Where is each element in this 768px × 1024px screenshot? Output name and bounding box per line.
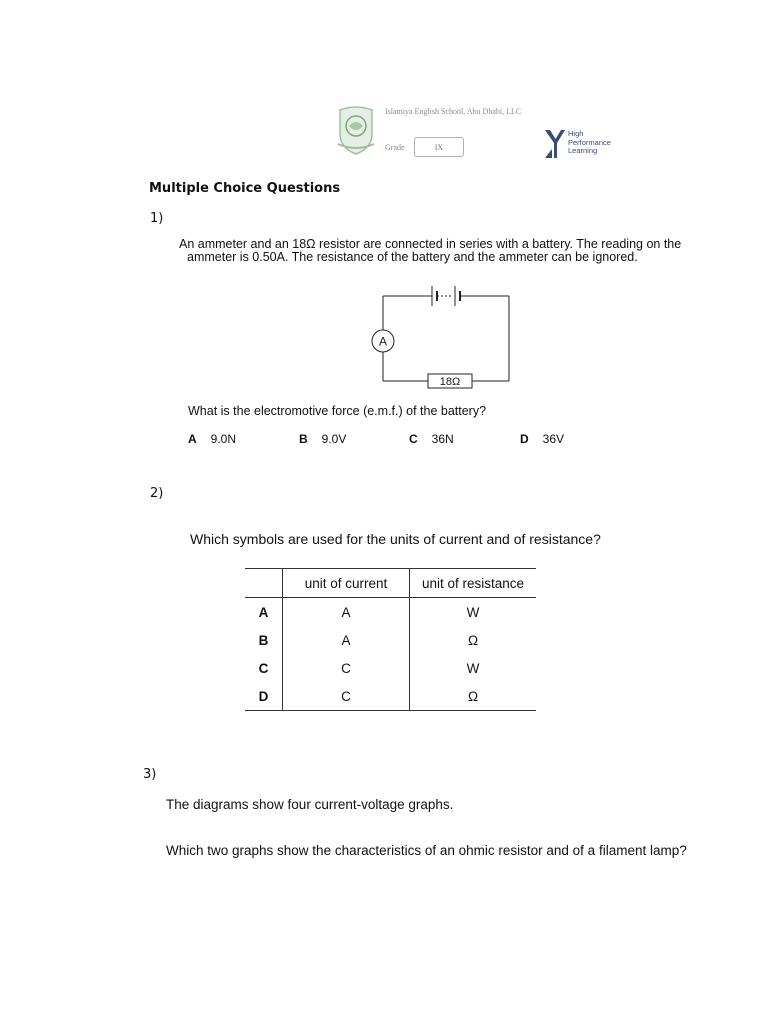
table-row[interactable]	[245, 682, 536, 711]
table-header-current: unit of current	[283, 569, 410, 598]
hpl-logo-text	[568, 130, 628, 156]
question-3-intro: The diagrams show four current-voltage graphs.	[166, 797, 454, 812]
question-1-text-line2: ammeter is 0.50A. The resistance of the battery and the ammeter can be ignored.	[187, 249, 638, 264]
table-row[interactable]	[245, 626, 536, 654]
table-row[interactable]	[245, 654, 536, 682]
option-d-value: 36V	[542, 432, 565, 446]
school-name: Islamiya English School, Abu Dhabi, LLC	[385, 107, 522, 116]
row-resistance-unit: W	[466, 660, 480, 676]
row-letter: C	[245, 654, 283, 682]
school-crest-logo	[334, 104, 378, 156]
option-c-letter: C	[409, 432, 418, 446]
battery-symbol	[432, 286, 460, 306]
option-a-letter: A	[188, 432, 197, 446]
units-table	[245, 568, 536, 711]
row-resistance-unit: Ω	[467, 632, 479, 648]
resistor-label: 18Ω	[439, 376, 461, 388]
option-a[interactable]	[188, 432, 236, 446]
option-d[interactable]	[520, 432, 564, 446]
row-letter: D	[245, 682, 283, 711]
option-b[interactable]	[299, 432, 346, 446]
circuit-diagram	[368, 276, 518, 391]
hpl-line3: Learning	[568, 146, 598, 155]
hpl-line2: Performance	[568, 137, 611, 147]
grade-label: Grade	[385, 143, 405, 152]
question-2-text: Which symbols are used for the units of current and of resistance?	[190, 531, 601, 547]
table-header-row	[245, 569, 536, 598]
table-row[interactable]	[245, 598, 536, 627]
grade-value-box: IX	[414, 137, 464, 157]
hpl-logo-icon	[544, 129, 566, 159]
row-resistance-unit: W	[466, 604, 480, 620]
row-current-unit: A	[283, 598, 410, 627]
row-current-unit: C	[283, 654, 410, 682]
table-header-blank	[245, 569, 283, 598]
question-3-number: 3)	[143, 767, 157, 782]
resistor-symbol	[428, 374, 472, 388]
option-c-value: 36N	[431, 432, 454, 446]
question-2-number: 2)	[150, 486, 164, 501]
option-a-value: 9.0N	[210, 432, 237, 446]
question-1-prompt: What is the electromotive force (e.m.f.) of the battery?	[188, 404, 487, 418]
hpl-line1: High	[568, 129, 584, 138]
question-1-text	[179, 238, 699, 263]
option-b-value: 9.0V	[321, 432, 347, 446]
option-b-letter: B	[299, 432, 308, 446]
table-header-resistance: unit of resistance	[410, 569, 537, 598]
row-resistance-unit: Ω	[410, 682, 537, 711]
question-1-text-line1: An ammeter and an 18Ω resistor are connected in series with a battery. The reading on the	[179, 237, 682, 251]
ammeter-symbol	[372, 330, 394, 352]
section-title: Multiple Choice Questions	[149, 181, 341, 196]
row-current-unit: A	[283, 626, 410, 654]
question-3-prompt: Which two graphs show the characteristics of an ohmic resistor and of a filament lamp?	[166, 843, 687, 858]
question-1-number: 1)	[150, 211, 164, 226]
option-d-letter: D	[520, 432, 529, 446]
option-c[interactable]	[409, 432, 454, 446]
row-letter: B	[245, 626, 283, 654]
row-letter: A	[245, 598, 283, 627]
row-current-unit: C	[283, 682, 410, 711]
ammeter-label: A	[378, 334, 388, 349]
